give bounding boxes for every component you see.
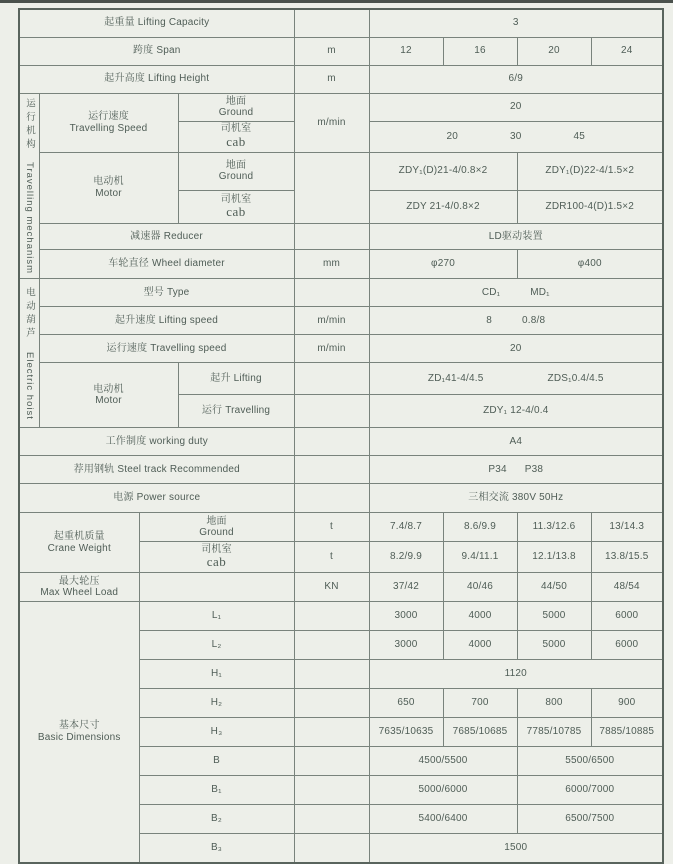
- row-working-duty: [19, 428, 663, 456]
- value-cell: 11.3/12.6: [517, 513, 591, 542]
- sub-label-h3: H₃: [139, 718, 294, 747]
- value-item: P38: [524, 463, 544, 475]
- unit-cell: KN: [294, 573, 369, 602]
- value-cell: 40/46: [443, 573, 517, 602]
- spec-table: [18, 8, 664, 864]
- value-cell: φ270: [369, 250, 517, 279]
- row-reducer: [19, 224, 663, 250]
- row-label: 型号 Type: [39, 279, 294, 307]
- value-cell: A4: [369, 428, 663, 456]
- sub-label-en: cab: [226, 204, 246, 220]
- value-cell: 7685/10685: [443, 718, 517, 747]
- unit-cell: [294, 631, 369, 660]
- scan-edge-line: [0, 0, 673, 3]
- unit-cell: [294, 660, 369, 689]
- value-cell: 5400/6400: [369, 805, 517, 834]
- value-cell: 3000: [369, 602, 443, 631]
- unit-cell: t: [294, 513, 369, 542]
- unit-cell: [294, 747, 369, 776]
- value-cell: [369, 456, 663, 484]
- unit-cell: [294, 718, 369, 747]
- value-cell: 3000: [369, 631, 443, 660]
- label-zh: 电动机: [93, 383, 124, 395]
- row-travel-motor-ground: [19, 152, 663, 191]
- sub-label-en: Ground: [199, 527, 234, 539]
- sub-label-en: Ground: [218, 171, 254, 183]
- row-label-max-wheel-load: [19, 573, 139, 602]
- row-hoist-motor-lifting: [19, 363, 663, 395]
- sub-label-zh: 地面: [225, 159, 247, 171]
- value-cell: 6000: [591, 602, 663, 631]
- value-cell: 4000: [443, 602, 517, 631]
- value-cell: 16: [443, 37, 517, 65]
- row-label: 跨度 Span: [19, 37, 294, 65]
- unit-cell: [294, 395, 369, 428]
- sub-label-en: Ground: [218, 107, 254, 118]
- row-lifting-height: [19, 65, 663, 93]
- value-cell: 37/42: [369, 573, 443, 602]
- value-cell: ZDY₁ 12-4/0.4: [369, 395, 663, 428]
- unit-cell: [294, 602, 369, 631]
- unit-cell: m: [294, 37, 369, 65]
- value-cell: [369, 307, 663, 335]
- row-label: 减速器 Reducer: [39, 224, 294, 250]
- row-label-basic-dimensions: [19, 602, 139, 863]
- sub-label-cab: [178, 121, 294, 152]
- unit-cell: m: [294, 65, 369, 93]
- unit-cell: m/min: [294, 93, 369, 152]
- row-label: 起升高度 Lifting Height: [19, 65, 294, 93]
- unit-cell: mm: [294, 250, 369, 279]
- value-cell: [369, 121, 663, 152]
- sub-label-en: cab: [226, 133, 246, 149]
- label-zh: 最大轮压: [58, 575, 100, 587]
- value-cell: 650: [369, 689, 443, 718]
- value-cell: 8.6/9.9: [443, 513, 517, 542]
- value-cell: 13.8/15.5: [591, 542, 663, 573]
- value-cell: 24: [591, 37, 663, 65]
- value-cell: 4500/5500: [369, 747, 517, 776]
- row-span: [19, 37, 663, 65]
- row-label-crane-weight: [19, 513, 139, 573]
- value-cell: 6000: [591, 631, 663, 660]
- value-cell: 4000: [443, 631, 517, 660]
- value-cell: 1120: [369, 660, 663, 689]
- unit-cell: [294, 363, 369, 395]
- value-cell: ZDR100-4(D)1.5×2: [517, 191, 663, 224]
- value-item: 30: [510, 130, 522, 142]
- value-cell: 7635/10635: [369, 718, 443, 747]
- label-en: Crane Weight: [47, 542, 111, 554]
- unit-cell: t: [294, 542, 369, 573]
- sub-label-h2: H₂: [139, 689, 294, 718]
- value-cell: 800: [517, 689, 591, 718]
- sub-label-lifting: 起升 Lifting: [178, 363, 294, 395]
- value-cell: 12: [369, 37, 443, 65]
- value-item: 45: [573, 130, 586, 142]
- side-label-en: Travelling mechanism: [23, 162, 35, 275]
- label-en: Travelling Speed: [69, 122, 148, 134]
- sub-label-zh: 司机室: [220, 193, 252, 205]
- row-wheel-diameter: [19, 250, 663, 279]
- value-cell: 6000/7000: [517, 776, 663, 805]
- sub-label-en: cab: [206, 554, 227, 570]
- row-label: 车轮直径 Wheel diameter: [39, 250, 294, 279]
- side-label-zh: 运行机构: [23, 97, 35, 152]
- unit-cell: [294, 9, 369, 37]
- value-cell: 5000: [517, 631, 591, 660]
- value-cell: 900: [591, 689, 663, 718]
- sub-label-b2: B₂: [139, 805, 294, 834]
- value-item: 20: [446, 130, 459, 142]
- value-cell: 700: [443, 689, 517, 718]
- unit-cell: [294, 805, 369, 834]
- value-cell: 44/50: [517, 573, 591, 602]
- value-cell: 12.1/13.8: [517, 542, 591, 573]
- sub-label-b: B: [139, 747, 294, 776]
- value-cell: 5500/6500: [517, 747, 663, 776]
- value-item: 8: [486, 314, 493, 326]
- sub-label-zh: 司机室: [201, 543, 232, 555]
- row-label: [39, 93, 178, 152]
- value-cell: 8.2/9.9: [369, 542, 443, 573]
- label-zh: 运行速度: [88, 111, 129, 122]
- value-item: P34: [488, 463, 507, 475]
- label-zh: 起重机质量: [53, 531, 105, 543]
- sub-label-h1: H₁: [139, 660, 294, 689]
- row-label: 电源 Power source: [19, 484, 294, 513]
- sub-label-empty: [139, 573, 294, 602]
- sub-label-l1: L₁: [139, 602, 294, 631]
- value-cell: 7885/10885: [591, 718, 663, 747]
- row-steel-track: [19, 456, 663, 484]
- sub-label-zh: 地面: [206, 515, 227, 527]
- row-label: 荐用钢轨 Steel track Recommended: [19, 456, 294, 484]
- unit-cell: [294, 428, 369, 456]
- sub-label-ground: [178, 93, 294, 121]
- value-item: ZD₁41-4/4.5: [427, 372, 484, 384]
- row-lifting-capacity: [19, 9, 663, 37]
- row-label: 起重量 Lifting Capacity: [19, 9, 294, 37]
- value-cell: 9.4/11.1: [443, 542, 517, 573]
- unit-cell: [294, 484, 369, 513]
- value-cell: LD驱动装置: [369, 224, 663, 250]
- sub-label-zh: 地面: [225, 95, 247, 107]
- value-cell: 20: [369, 335, 663, 363]
- row-label: 起升速度 Lifting speed: [39, 307, 294, 335]
- unit-cell: [294, 834, 369, 863]
- label-en: Basic Dimensions: [37, 731, 121, 743]
- unit-cell: [294, 224, 369, 250]
- sub-label-ground: [139, 513, 294, 542]
- side-label-electric-hoist: [19, 279, 39, 428]
- value-cell: 5000: [517, 602, 591, 631]
- value-cell: 20: [517, 37, 591, 65]
- sub-label-zh: 司机室: [220, 123, 252, 135]
- row-label: 运行速度 Travelling speed: [39, 335, 294, 363]
- value-cell: 13/14.3: [591, 513, 663, 542]
- row-crane-weight-ground: [19, 513, 663, 542]
- unit-cell: [294, 689, 369, 718]
- side-label-travelling-mechanism: [19, 93, 39, 279]
- value-cell: 5000/6000: [369, 776, 517, 805]
- side-label-zh: 电动葫芦: [23, 286, 35, 341]
- row-travelling-speed-ground: [19, 93, 663, 121]
- label-en: Max Wheel Load: [40, 587, 119, 599]
- row-hoist-type: [19, 279, 663, 307]
- sub-label-l2: L₂: [139, 631, 294, 660]
- label-en: Motor: [95, 395, 122, 407]
- value-cell: φ400: [517, 250, 663, 279]
- value-cell: 7.4/8.7: [369, 513, 443, 542]
- sub-label-cab: [178, 191, 294, 224]
- sub-label-ground: [178, 152, 294, 191]
- row-label: [39, 363, 178, 428]
- unit-cell: m/min: [294, 335, 369, 363]
- label-zh: 电动机: [93, 176, 124, 188]
- value-cell: [369, 363, 663, 395]
- unit-cell: [294, 776, 369, 805]
- sub-label-travelling: 运行 Travelling: [178, 395, 294, 428]
- sub-label-cab: [139, 542, 294, 573]
- row-max-wheel-load: [19, 573, 663, 602]
- value-cell: 三相交流 380V 50Hz: [369, 484, 663, 513]
- value-cell: 48/54: [591, 573, 663, 602]
- value-cell: 20: [369, 93, 663, 121]
- value-cell: 6/9: [369, 65, 663, 93]
- value-item: ZDS₁0.4/4.5: [547, 372, 604, 384]
- value-cell: 7785/10785: [517, 718, 591, 747]
- value-cell: ZDY 21-4/0.8×2: [369, 191, 517, 224]
- value-item: CD₁: [481, 286, 501, 298]
- sub-label-b3: B₃: [139, 834, 294, 863]
- row-label: 工作制度 working duty: [19, 428, 294, 456]
- value-item: 0.8/8: [522, 314, 546, 326]
- value-cell: 3: [369, 9, 663, 37]
- row-hoist-travelling-speed: [19, 335, 663, 363]
- value-cell: 6500/7500: [517, 805, 663, 834]
- label-en: Motor: [95, 187, 122, 199]
- row-dim-l1: [19, 602, 663, 631]
- value-item: MD₁: [530, 286, 550, 298]
- value-cell: [369, 279, 663, 307]
- row-label: [39, 152, 178, 224]
- unit-cell: m/min: [294, 307, 369, 335]
- unit-cell: [294, 279, 369, 307]
- row-power-source: [19, 484, 663, 513]
- side-label-en: Electric hoist: [23, 351, 35, 420]
- value-cell: ZDY₁(D)21-4/0.8×2: [369, 152, 517, 191]
- unit-cell: [294, 152, 369, 224]
- value-cell: 1500: [369, 834, 663, 863]
- row-hoist-lifting-speed: [19, 307, 663, 335]
- label-zh: 基本尺寸: [58, 720, 100, 732]
- unit-cell: [294, 456, 369, 484]
- value-cell: ZDY₁(D)22-4/1.5×2: [517, 152, 663, 191]
- sub-label-b1: B₁: [139, 776, 294, 805]
